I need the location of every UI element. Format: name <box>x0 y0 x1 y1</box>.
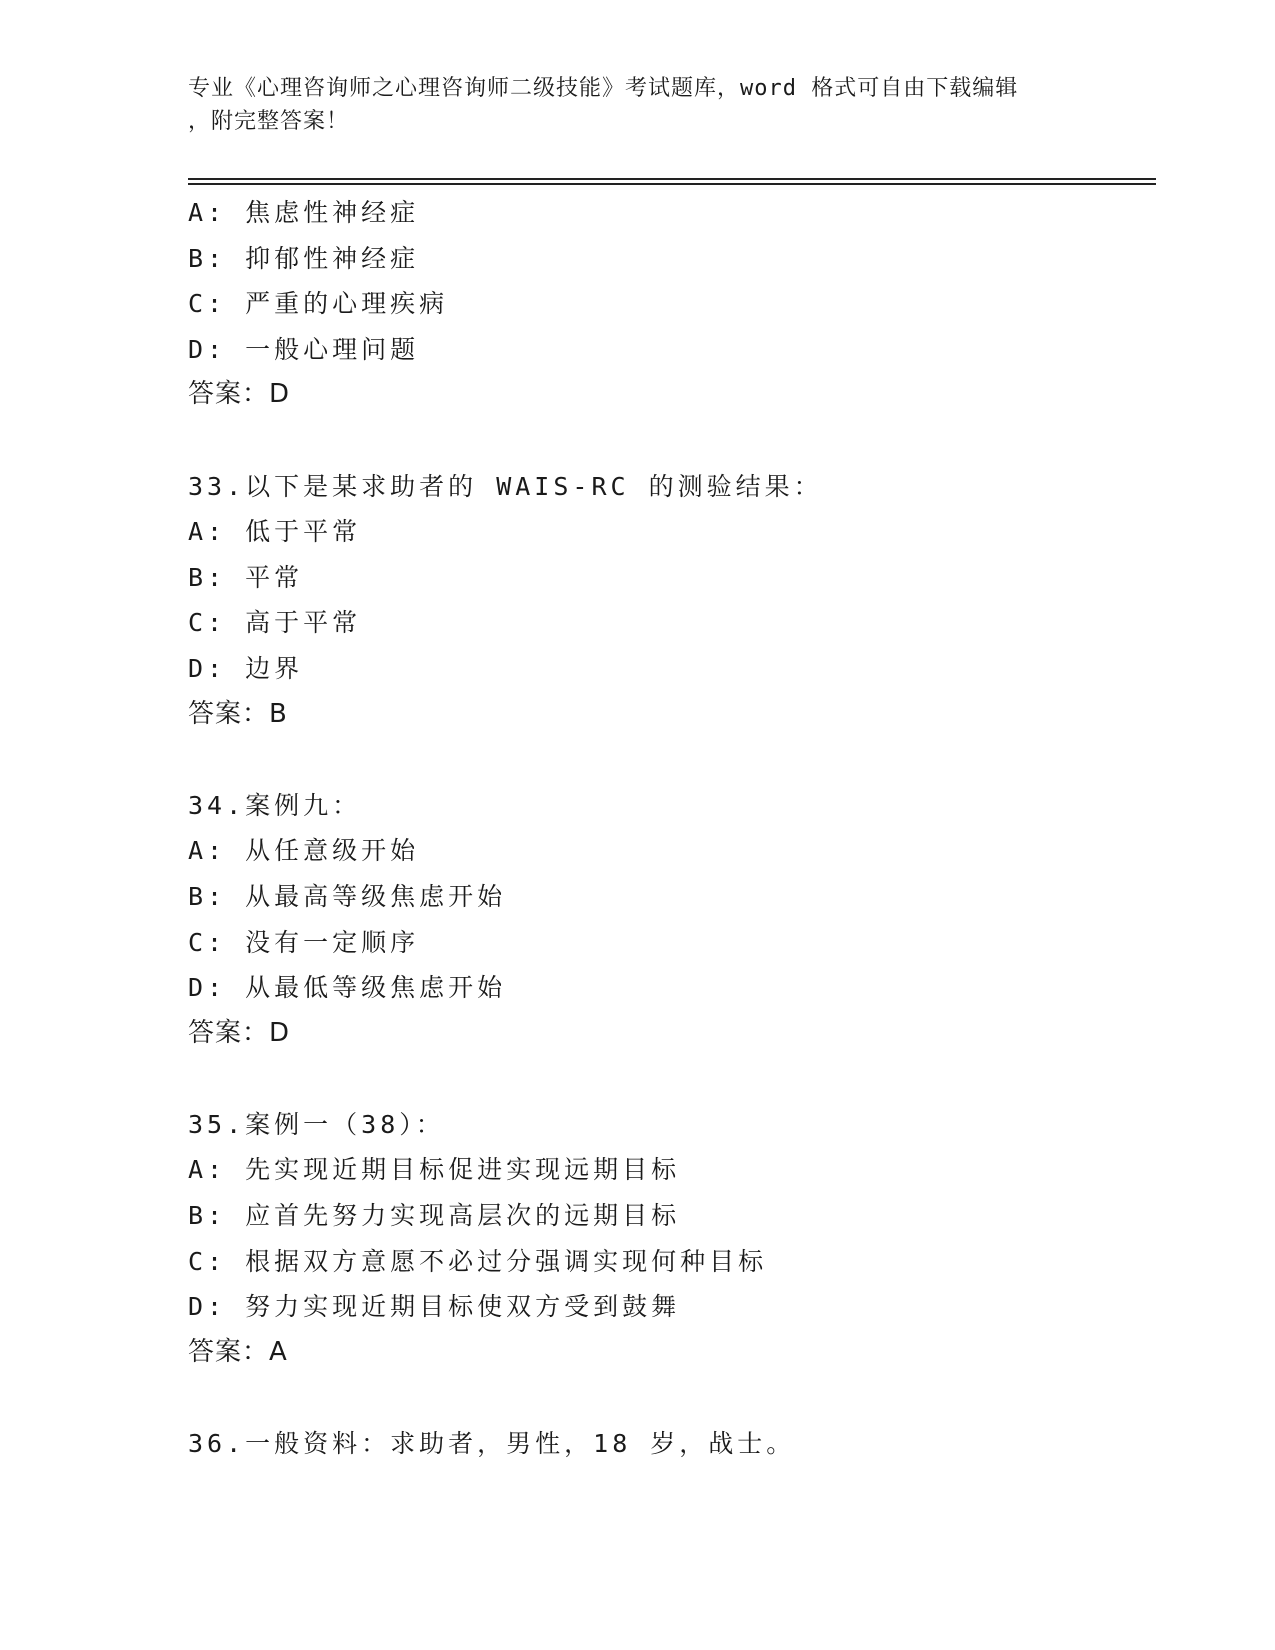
question-list <box>188 190 1148 1467</box>
question-35-block <box>188 1102 1148 1376</box>
header-divider-top <box>188 178 1156 180</box>
option-b: B: 平常 <box>188 562 304 592</box>
option-c: C: 严重的心理疾病 <box>188 289 449 319</box>
option-b: B: 应首先努力实现高层次的远期目标 <box>188 1201 681 1231</box>
spacer <box>188 1056 1148 1102</box>
document-header <box>188 72 1088 138</box>
option-d: D: 边界 <box>188 653 304 683</box>
question-33-block <box>188 464 1148 738</box>
answer: 答案：D <box>188 379 291 410</box>
answer: 答案：B <box>188 698 288 729</box>
question-title: 33.以下是某求助者的 WAIS-RC 的测验结果： <box>188 471 823 501</box>
question-title: 34.案例九： <box>188 790 362 820</box>
option-d: D: 从最低等级焦虑开始 <box>188 973 507 1003</box>
header-line-2: ，附完整答案！ <box>188 109 350 134</box>
question-34-block <box>188 783 1148 1057</box>
option-c: C: 根据双方意愿不必过分强调实现何种目标 <box>188 1246 768 1276</box>
option-a: A: 焦虑性神经症 <box>188 198 420 227</box>
option-d: D: 一般心理问题 <box>188 334 420 364</box>
question-title: 35.案例一（38）： <box>188 1109 445 1139</box>
question-title: 36.一般资料：求助者，男性，18 岁，战士。 <box>188 1429 796 1459</box>
option-b: B: 抑郁性神经症 <box>188 243 420 273</box>
spacer <box>188 418 1148 464</box>
option-a: A: 从任意级开始 <box>188 836 420 866</box>
option-c: C: 没有一定顺序 <box>188 927 420 957</box>
spacer <box>188 1375 1148 1421</box>
spacer <box>188 737 1148 783</box>
answer: 答案：D <box>188 1017 291 1048</box>
header-line-1: 专业《心理咨询师之心理咨询师二级技能》考试题库，word 格式可自由下载编辑 <box>188 76 1019 101</box>
option-a: A: 低于平常 <box>188 517 362 547</box>
option-b: B: 从最高等级焦虑开始 <box>188 881 507 911</box>
option-c: C: 高于平常 <box>188 608 362 638</box>
answer: 答案：A <box>188 1336 288 1367</box>
option-d: D: 努力实现近期目标使双方受到鼓舞 <box>188 1292 681 1322</box>
question-32-block <box>188 190 1148 418</box>
question-36-block <box>188 1421 1148 1467</box>
option-a: A: 先实现近期目标促进实现远期目标 <box>188 1155 681 1185</box>
header-divider-bottom <box>188 183 1156 185</box>
